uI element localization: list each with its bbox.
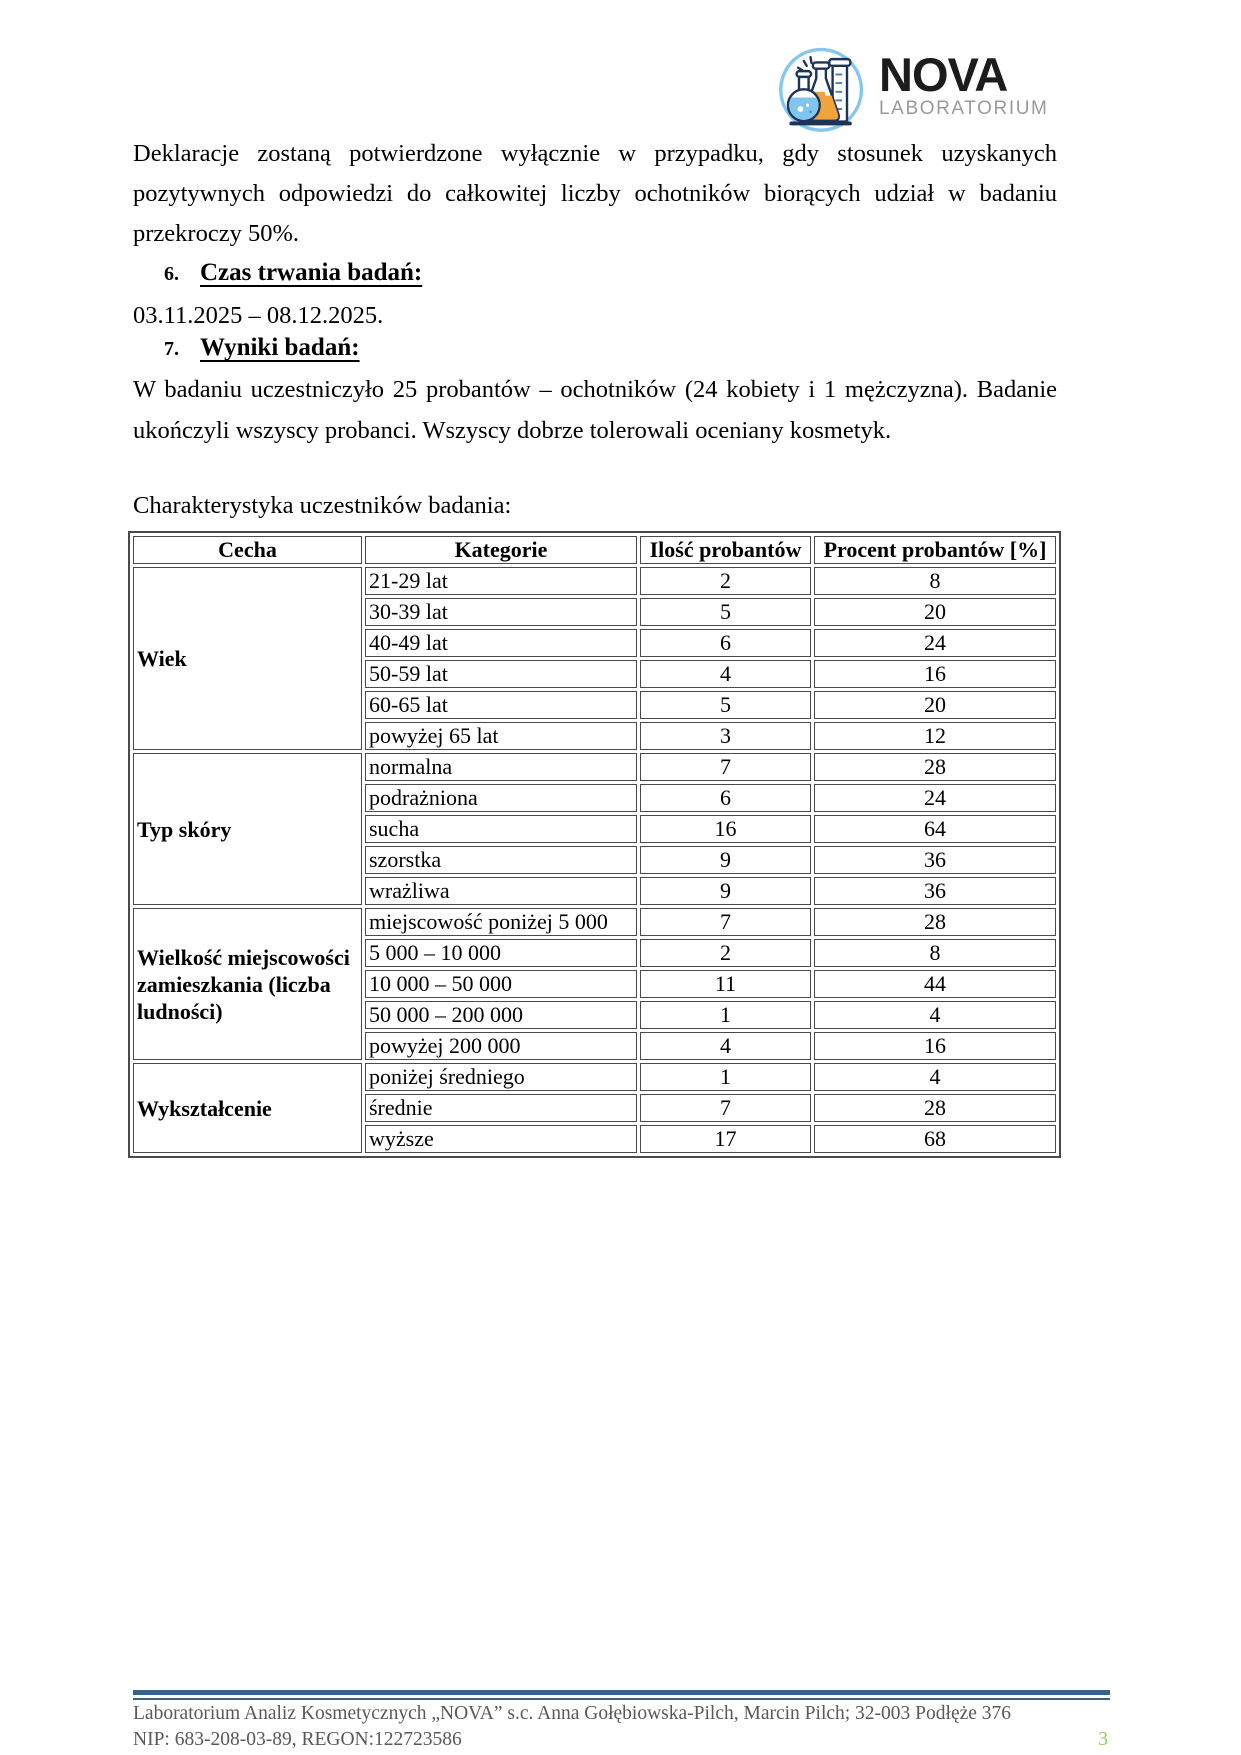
footer-line-1: Laboratorium Analiz Kosmetycznych „NOVA” s.c. Anna Gołębiowska-Pilch, Marcin Pilch; 32-003 Podłęże 376 (133, 1703, 1012, 1724)
count-cell: 3 (640, 722, 811, 750)
percent-cell: 28 (814, 1094, 1056, 1122)
category-cell: 50 000 – 200 000 (365, 1001, 637, 1029)
percent-cell: 28 (814, 753, 1056, 781)
percent-cell: 44 (814, 970, 1056, 998)
logo-subtitle: LABORATORIUM (879, 97, 1049, 119)
percent-cell: 8 (814, 939, 1056, 967)
section-6-number: 6. (164, 263, 179, 285)
category-cell: szorstka (365, 846, 637, 874)
percent-cell: 20 (814, 598, 1056, 626)
feature-cell: Wykształcenie (133, 1063, 362, 1153)
footer-divider (133, 1690, 1110, 1700)
percent-cell: 68 (814, 1125, 1056, 1153)
count-cell: 6 (640, 784, 811, 812)
category-cell: powyżej 200 000 (365, 1032, 637, 1060)
count-cell: 16 (640, 815, 811, 843)
section-6-title: Czas trwania badań: (200, 259, 423, 286)
count-cell: 7 (640, 908, 811, 936)
footer-line-2: NIP: 683-208-03-89, REGON:122723586 (133, 1729, 462, 1750)
count-cell: 11 (640, 970, 811, 998)
percent-cell: 28 (814, 908, 1056, 936)
section-7-number: 7. (164, 338, 179, 360)
count-cell: 7 (640, 1094, 811, 1122)
percent-cell: 24 (814, 629, 1056, 657)
category-cell: poniżej średniego (365, 1063, 637, 1091)
page-number: 3 (1098, 1729, 1108, 1750)
category-cell: 40-49 lat (365, 629, 637, 657)
section-6-heading (164, 259, 422, 287)
lab-flasks-icon (775, 38, 871, 134)
count-cell: 5 (640, 598, 811, 626)
feature-cell: Wiek (133, 567, 362, 750)
category-cell: powyżej 65 lat (365, 722, 637, 750)
table-row (133, 908, 1056, 936)
company-logo (775, 38, 1048, 134)
category-cell: 50-59 lat (365, 660, 637, 688)
count-cell: 2 (640, 939, 811, 967)
table-row (133, 1063, 1056, 1091)
header-procent: Procent probantów [%] (814, 536, 1056, 564)
percent-cell: 8 (814, 567, 1056, 595)
percent-cell: 64 (814, 815, 1056, 843)
category-cell: 60-65 lat (365, 691, 637, 719)
count-cell: 4 (640, 660, 811, 688)
participants-table (128, 531, 1061, 1158)
count-cell: 4 (640, 1032, 811, 1060)
count-cell: 9 (640, 877, 811, 905)
category-cell: sucha (365, 815, 637, 843)
category-cell: 30-39 lat (365, 598, 637, 626)
table-header-row (133, 536, 1056, 564)
count-cell: 17 (640, 1125, 811, 1153)
count-cell: 5 (640, 691, 811, 719)
percent-cell: 20 (814, 691, 1056, 719)
category-cell: miejscowość poniżej 5 000 (365, 908, 637, 936)
category-cell: 21-29 lat (365, 567, 637, 595)
category-cell: wyższe (365, 1125, 637, 1153)
footer (133, 1701, 1110, 1753)
percent-cell: 36 (814, 846, 1056, 874)
percent-cell: 4 (814, 1063, 1056, 1091)
table-row (133, 753, 1056, 781)
section-7-heading (164, 334, 360, 362)
study-duration-text: 03.11.2025 – 08.12.2025. (133, 302, 384, 329)
count-cell: 9 (640, 846, 811, 874)
percent-cell: 4 (814, 1001, 1056, 1029)
count-cell: 1 (640, 1001, 811, 1029)
section-7-title: Wyniki badań: (200, 334, 360, 361)
header-cecha: Cecha (133, 536, 362, 564)
category-cell: 5 000 – 10 000 (365, 939, 637, 967)
header-kategorie: Kategorie (365, 536, 637, 564)
percent-cell: 12 (814, 722, 1056, 750)
results-paragraph: W badaniu uczestniczyło 25 probantów – ochotników (24 kobiety i 1 mężczyzna). Badanie ukończyli wszyscy probanci. Wszyscy dobrze tolerowali oceniany kosmetyk. (133, 376, 1057, 444)
feature-cell: Typ skóry (133, 753, 362, 905)
logo-name: NOVA (879, 47, 1008, 101)
count-cell: 2 (640, 567, 811, 595)
percent-cell: 24 (814, 784, 1056, 812)
table-caption: Charakterystyka uczestników badania: (133, 492, 512, 519)
category-cell: podrażniona (365, 784, 637, 812)
percent-cell: 16 (814, 1032, 1056, 1060)
percent-cell: 16 (814, 660, 1056, 688)
count-cell: 1 (640, 1063, 811, 1091)
category-cell: wrażliwa (365, 877, 637, 905)
category-cell: normalna (365, 753, 637, 781)
header-ilosc: Ilość probantów (640, 536, 811, 564)
intro-paragraph: Deklaracje zostaną potwierdzone wyłącznie w przypadku, gdy stosunek uzyskanych pozytywnych odpowiedzi do całkowitej liczby ochotników biorących udział w badaniu przekroczy 50%. (133, 140, 1057, 247)
category-cell: 10 000 – 50 000 (365, 970, 637, 998)
category-cell: średnie (365, 1094, 637, 1122)
count-cell: 6 (640, 629, 811, 657)
feature-cell: Wielkość miejscowości zamieszkania (liczba ludności) (133, 908, 362, 1060)
table-row (133, 567, 1056, 595)
percent-cell: 36 (814, 877, 1056, 905)
count-cell: 7 (640, 753, 811, 781)
